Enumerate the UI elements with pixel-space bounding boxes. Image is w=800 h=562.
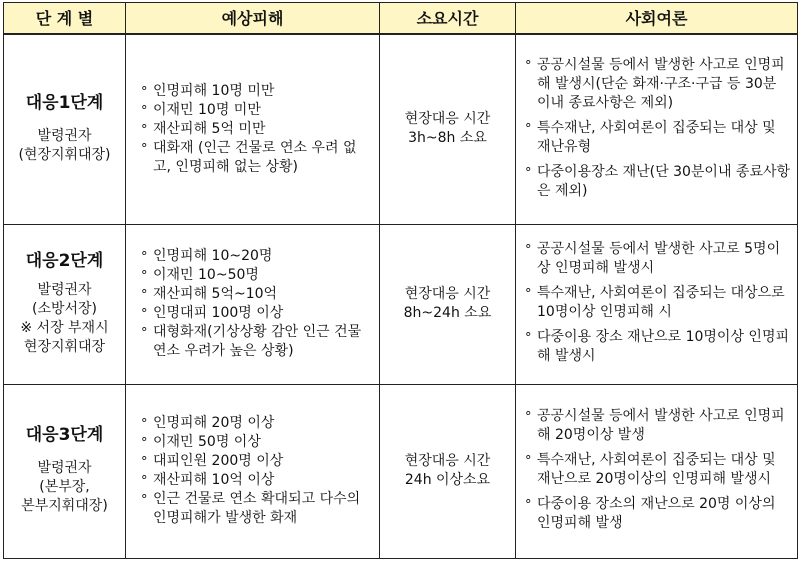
damage-cell	[126, 224, 380, 384]
list-item: ° 인근 건물로 연소 확대되고 다수의 인명피해가 발생한 화재	[141, 490, 372, 528]
list-item: ° 공공시설물 등에서 발생한 사고로 인명피해 발생시(단순 화재·구조·구급 등 30분 이내 종료사항은 제외)	[525, 56, 790, 113]
list-item: ° 공공시설물 등에서 발생한 사고로 인명피해 20명이상 발생	[525, 407, 790, 445]
damage-cell	[126, 384, 380, 558]
time-line: 24h 이상소요	[404, 472, 491, 488]
time-line: 현장대응 시간	[404, 111, 491, 128]
level-title: 대응1단계	[25, 92, 104, 113]
list-item: ° 특수재난, 사회여론이 집중되는 대상 및 재난으로 20명이상의 인명피해 발생시	[525, 451, 790, 489]
table-row	[4, 224, 798, 384]
header-damage: 예상피해	[126, 3, 380, 35]
table-row	[4, 384, 798, 558]
header-opinion: 사회여론	[516, 3, 798, 35]
damage-list	[127, 247, 378, 361]
opinion-cell	[516, 34, 798, 224]
authority-line: (소방서장)	[31, 300, 98, 317]
time-line: 현장대응 시간	[404, 286, 491, 302]
list-item: ° 재산피해 5억~10억	[141, 285, 372, 304]
damage-list	[127, 414, 378, 528]
list-item: ° 인명피해 10~20명	[141, 247, 372, 266]
damage-list	[127, 82, 378, 177]
time-cell	[380, 384, 516, 558]
opinion-list	[517, 240, 796, 366]
list-item: ° 다중이용 장소 재난으로 10명이상 인명피해 발생시	[525, 328, 790, 366]
list-item: ° 대화재 (인근 건물로 연소 우려 없고, 인명피해 없는 상황)	[141, 139, 372, 177]
opinion-cell	[516, 384, 798, 558]
list-item: ° 다중이용 장소의 재난으로 20명 이상의 인명피해 발생	[525, 495, 790, 533]
list-item: ° 인명피해 20명 이상	[141, 414, 372, 433]
time-line: 8h~24h 소요	[403, 305, 492, 321]
list-item: ° 이재민 50명 이상	[141, 433, 372, 452]
level-cell	[4, 224, 126, 384]
list-item: ° 재산피해 10억 이상	[141, 471, 372, 490]
authority-line: 현장지휘대장	[23, 338, 106, 355]
opinion-list	[517, 407, 796, 533]
authority-line: 발령권자	[37, 460, 92, 476]
list-item: ° 대형화재(기상상황 감안 인근 건물 연소 우려가 높은 상황)	[141, 323, 372, 361]
list-item: ° 특수재난, 사회여론이 집중되는 대상 및 재난유형	[525, 119, 790, 157]
list-item: ° 인명대피 100명 이상	[141, 304, 372, 323]
table-row	[4, 34, 798, 224]
list-item: ° 인명피해 10명 미만	[141, 82, 372, 101]
list-item: ° 이재민 10명 미만	[141, 101, 372, 120]
damage-cell	[126, 34, 380, 224]
header-row	[4, 3, 798, 35]
time-line: 현장대응 시간	[404, 453, 491, 469]
level-title: 대응3단계	[25, 425, 104, 445]
authority-line: 발령권자	[37, 127, 92, 144]
opinion-list	[517, 56, 796, 201]
header-level: 단 계 별	[4, 3, 126, 35]
list-item: ° 다중이용장소 재난(단 30분이내 종료사항은 제외)	[525, 163, 790, 201]
list-item: ° 대피인원 200명 이상	[141, 452, 372, 471]
authority-line: 본부지휘대장)	[21, 498, 108, 514]
authority-line: (현장지휘대장)	[18, 146, 111, 163]
list-item: ° 재산피해 5억 미만	[141, 120, 372, 139]
level-title: 대응2단계	[25, 250, 104, 271]
list-item: ° 특수재난, 사회여론이 집중되는 대상으로 10명이상 인명피해 시	[525, 284, 790, 322]
opinion-cell	[516, 224, 798, 384]
authority-line: 발령권자	[37, 281, 92, 298]
time-cell	[380, 224, 516, 384]
list-item: ° 이재민 10~50명	[141, 266, 372, 285]
header-time: 소요시간	[380, 3, 516, 35]
time-cell	[380, 34, 516, 224]
list-item: ° 공공시설물 등에서 발생한 사고로 5명이상 인명피해 발생시	[525, 240, 790, 278]
level-cell	[4, 34, 126, 224]
authority-line: ※ 서장 부재시	[20, 319, 109, 336]
authority-line: (본부장,	[39, 479, 90, 495]
time-line: 3h~8h 소요	[408, 130, 487, 147]
response-level-table	[3, 2, 798, 559]
level-cell	[4, 384, 126, 558]
